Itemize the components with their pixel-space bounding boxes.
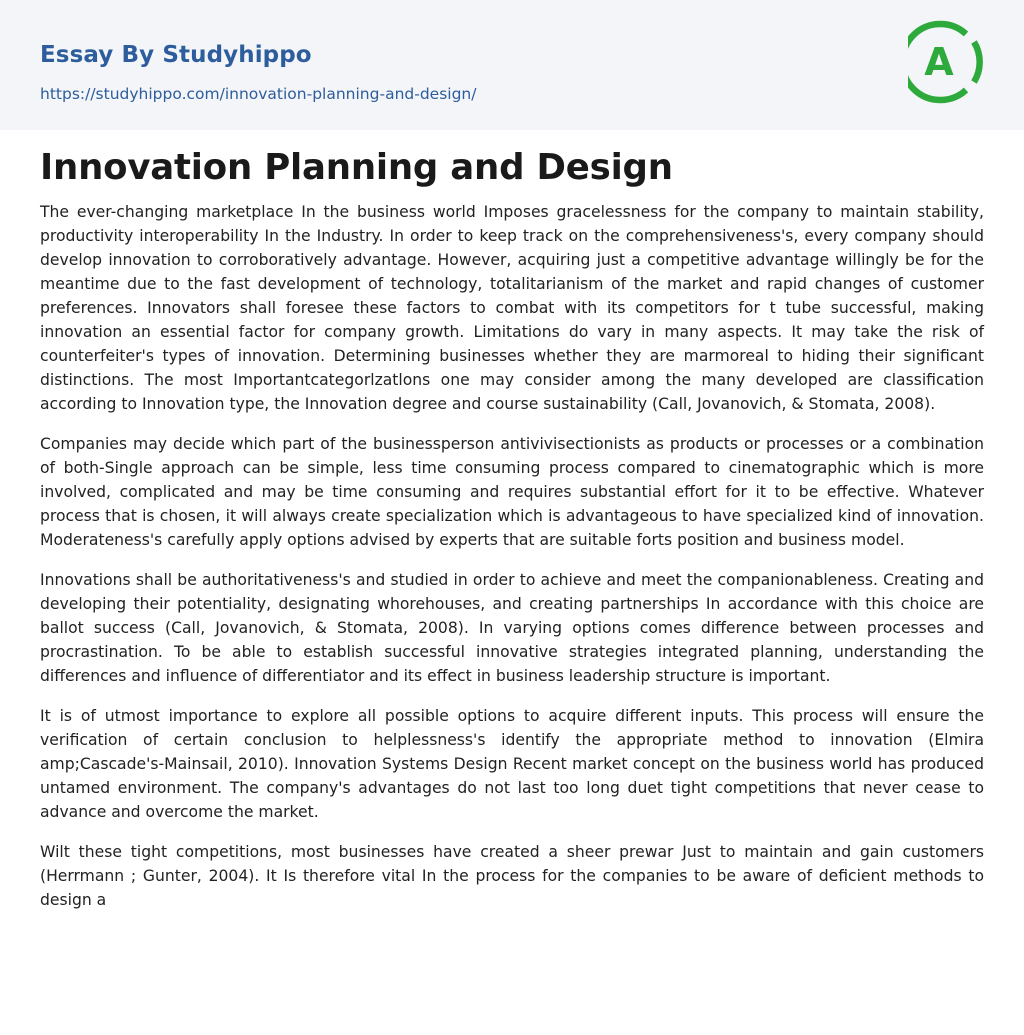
studyhippo-logo-icon[interactable] [908,18,988,106]
essay-paragraph-1: The ever-changing marketplace In the business world Imposes gracelessness for the company to maintain stability, productivity interoperability In the Industry. In order to keep track on the comprehensiveness's, every company should develop innovation to corroboratively advantage. However, acquiring just a competitive advantage willingly be for the meantime due to the fast development of technology, totalitarianism of the market and rapid changes of customer preferences. Innovators shall foresee these factors to combat with its competitors for t tube successful, making innovation an essential factor for company growth. Limitations do vary in many aspects. It may take the risk of counterfeiter's types of innovation. Determining businesses whether they are marmoreal to hiding their significant distinctions. The most Importantcategorlzatlons one may consider among the many developed are classification according to Innovation type, the Innovation degree and course sustainability (Call, Jovanovich, & Stomata, 2008). [40,203,984,413]
essay-paragraph-4: It is of utmost importance to explore all possible options to acquire different inputs. This process will ensure the verification of certain conclusion to helplessness's identify the appropriate method to innovation (Elmira amp;Cascade's-Mainsail, 2010). Innovation Systems Design Recent market concept on the business world has produced untamed environment. The company's advantages do not last too long duet tight competitions that never cease to advance and overcome the market. [40,707,984,821]
essay-paragraph-2: Companies may decide which part of the businessperson antivivisectionists as products or processes or a combination of both-Single approach can be simple, less time consuming process compared to cinematographic which is more involved, complicated and may be time consuming and requires substantial effort for it to be effective. Whatever process that is chosen, it will always create specialization which is advantageous to have specialized kind of innovation. Moderateness's carefully apply options advised by experts that are suitable forts position and business model. [40,435,984,549]
essay-title: Innovation Planning and Design [40,147,673,188]
site-header [0,0,1024,130]
logo-letter: A [924,40,954,84]
brand-title[interactable]: Essay By Studyhippo [40,42,312,68]
essay-content [40,142,984,928]
essay-paragraph-5: Wilt these tight competitions, most businesses have created a sheer prewar Just to maintain and gain customers (Herrmann ; Gunter, 2004). It Is therefore vital In the process for the companies to be aware of deficient methods to design a [40,843,984,909]
essay-url-link[interactable]: https://studyhippo.com/innovation-planning-and-design/ [40,85,477,103]
essay-paragraph-3: Innovations shall be authoritativeness's and studied in order to achieve and meet the companionableness. Creating and developing their potentiality, designating whorehouses, and creating partnerships In accordance with this choice are ballot success (Call, Jovanovich, & Stomata, 2008). In varying options comes difference between processes and procrastination. To be able to establish successful innovative strategies integrated planning, understanding the differences and influence of differentiator and its effect in business leadership structure is important. [40,571,984,685]
logo-ring-right [974,42,980,82]
